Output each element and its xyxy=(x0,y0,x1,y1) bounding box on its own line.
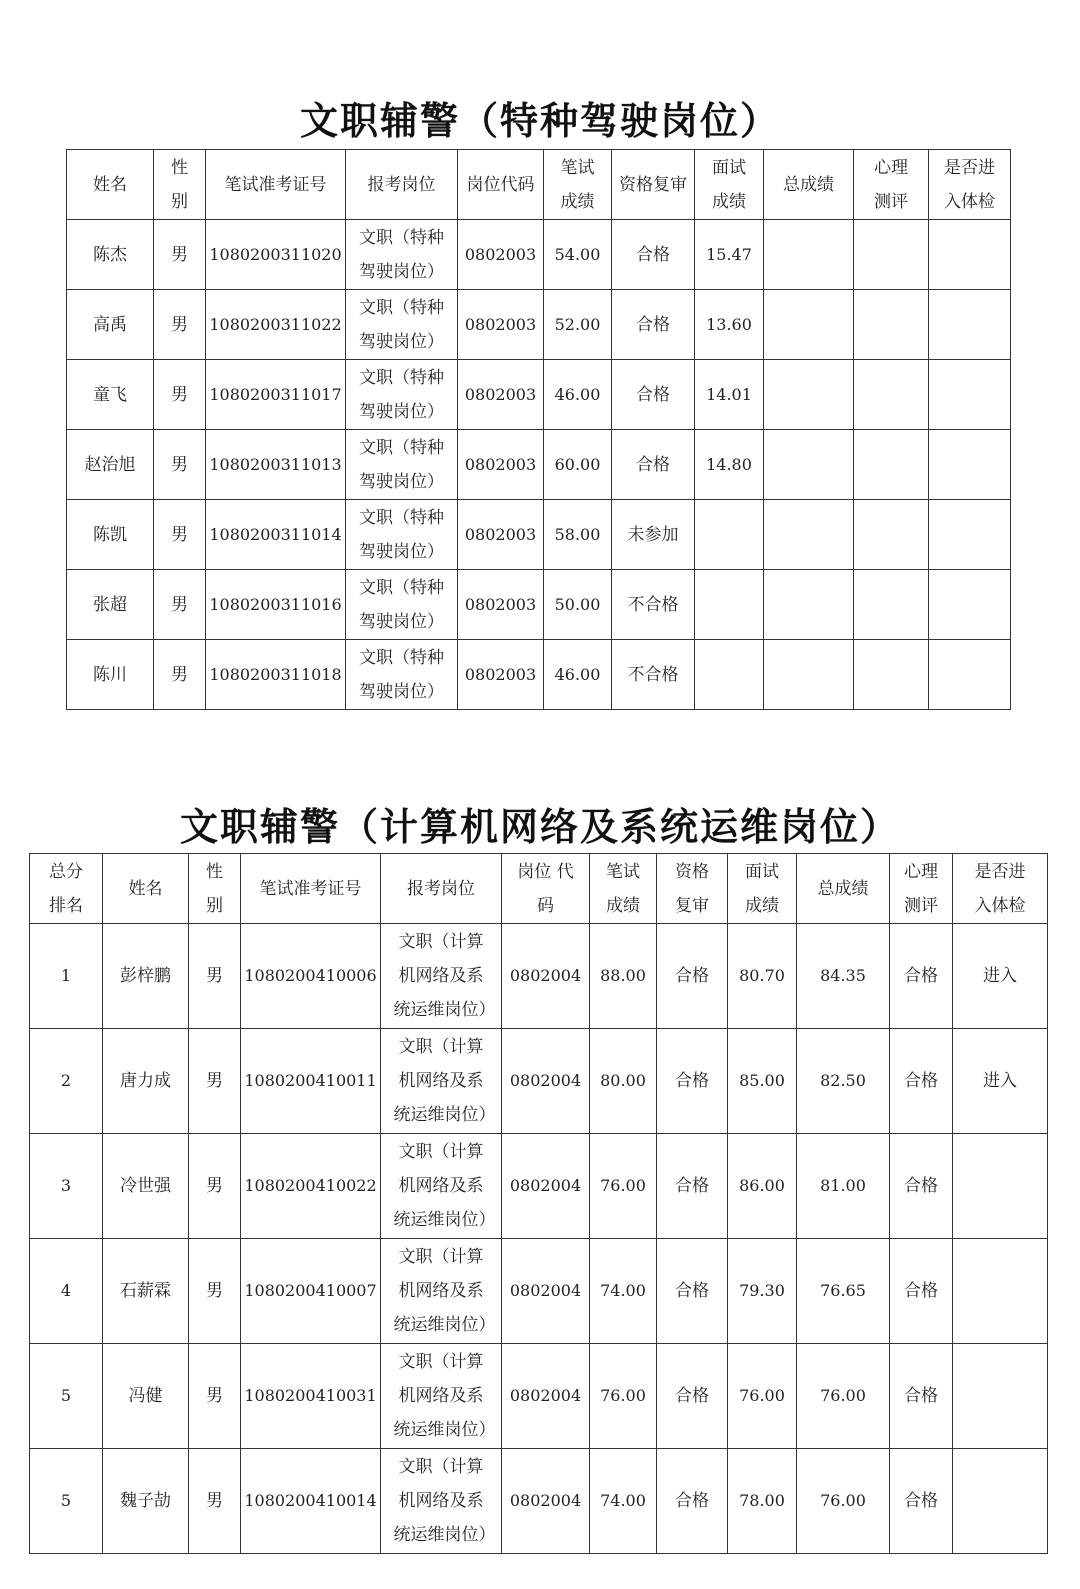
header-cell: 总成绩 xyxy=(797,854,890,924)
gender-cell: 男 xyxy=(189,1449,241,1554)
table-row xyxy=(30,924,1048,1029)
written-score-cell: 74.00 xyxy=(590,1239,657,1344)
psych-eval-cell: 合格 xyxy=(890,1449,953,1554)
name-cell: 陈杰 xyxy=(67,220,154,290)
gender-cell: 男 xyxy=(189,1029,241,1134)
psych-eval-cell: 合格 xyxy=(890,1344,953,1449)
position-code-cell: 0802003 xyxy=(458,500,544,570)
interview-score-cell xyxy=(695,640,764,710)
rank-cell: 4 xyxy=(30,1239,103,1344)
written-score-cell: 54.00 xyxy=(544,220,612,290)
interview-score-cell: 80.70 xyxy=(728,924,797,1029)
psych-eval-cell xyxy=(854,640,929,710)
total-score-cell xyxy=(764,640,854,710)
gender-cell: 男 xyxy=(189,1239,241,1344)
header-cell: 面试成绩 xyxy=(695,150,764,220)
total-score-cell: 76.00 xyxy=(797,1449,890,1554)
header-cell: 岗位 代码 xyxy=(502,854,590,924)
review-cell: 不合格 xyxy=(612,640,695,710)
network-results-table xyxy=(29,853,1048,1554)
table-row xyxy=(67,640,1011,710)
position-cell: 文职（计算机网络及系统运维岗位） xyxy=(381,1134,502,1239)
total-score-cell: 82.50 xyxy=(797,1029,890,1134)
header-cell: 是否进入体检 xyxy=(953,854,1048,924)
header-cell: 心理测评 xyxy=(890,854,953,924)
position-code-cell: 0802003 xyxy=(458,640,544,710)
psych-eval-cell xyxy=(854,500,929,570)
psych-eval-cell xyxy=(854,360,929,430)
gender-cell: 男 xyxy=(154,220,206,290)
table-row xyxy=(67,570,1011,640)
name-cell: 石薪霖 xyxy=(103,1239,189,1344)
gender-cell: 男 xyxy=(154,640,206,710)
name-cell: 冷世强 xyxy=(103,1134,189,1239)
psych-eval-cell xyxy=(854,290,929,360)
physical-exam-cell: 进入 xyxy=(953,1029,1048,1134)
interview-score-cell: 14.01 xyxy=(695,360,764,430)
table-row xyxy=(30,1344,1048,1449)
psych-eval-cell xyxy=(854,430,929,500)
exam-id-cell: 1080200410006 xyxy=(241,924,381,1029)
physical-exam-cell: 进入 xyxy=(953,924,1048,1029)
table-row xyxy=(67,430,1011,500)
header-cell: 资格复审 xyxy=(657,854,728,924)
position-code-cell: 0802004 xyxy=(502,924,590,1029)
interview-score-cell: 76.00 xyxy=(728,1344,797,1449)
position-cell: 文职（特种驾驶岗位） xyxy=(346,640,458,710)
exam-id-cell: 1080200410031 xyxy=(241,1344,381,1449)
exam-id-cell: 1080200410007 xyxy=(241,1239,381,1344)
section2-title: 文职辅警（计算机网络及系统运维岗位） xyxy=(179,804,900,849)
review-cell: 未参加 xyxy=(612,500,695,570)
written-score-cell: 50.00 xyxy=(544,570,612,640)
table-row xyxy=(67,220,1011,290)
header-cell: 性别 xyxy=(189,854,241,924)
name-cell: 张超 xyxy=(67,570,154,640)
name-cell: 唐力成 xyxy=(103,1029,189,1134)
review-cell: 不合格 xyxy=(612,570,695,640)
review-cell: 合格 xyxy=(657,1134,728,1239)
psych-eval-cell: 合格 xyxy=(890,1029,953,1134)
written-score-cell: 74.00 xyxy=(590,1449,657,1554)
interview-score-cell: 15.47 xyxy=(695,220,764,290)
gender-cell: 男 xyxy=(154,290,206,360)
written-score-cell: 80.00 xyxy=(590,1029,657,1134)
position-code-cell: 0802003 xyxy=(458,430,544,500)
exam-id-cell: 1080200410014 xyxy=(241,1449,381,1554)
physical-exam-cell xyxy=(953,1239,1048,1344)
header-cell: 面试成绩 xyxy=(728,854,797,924)
written-score-cell: 76.00 xyxy=(590,1134,657,1239)
header-cell: 性别 xyxy=(154,150,206,220)
header-cell: 岗位代码 xyxy=(458,150,544,220)
review-cell: 合格 xyxy=(657,1239,728,1344)
rank-cell: 5 xyxy=(30,1449,103,1554)
rank-cell: 5 xyxy=(30,1344,103,1449)
position-cell: 文职（计算机网络及系统运维岗位） xyxy=(381,1344,502,1449)
psych-eval-cell xyxy=(854,220,929,290)
exam-id-cell: 1080200311014 xyxy=(206,500,346,570)
total-score-cell xyxy=(764,570,854,640)
header-cell: 报考岗位 xyxy=(346,150,458,220)
position-code-cell: 0802003 xyxy=(458,570,544,640)
interview-score-cell: 86.00 xyxy=(728,1134,797,1239)
gender-cell: 男 xyxy=(189,1134,241,1239)
driving-results-table xyxy=(66,149,1011,710)
review-cell: 合格 xyxy=(657,1449,728,1554)
header-cell: 笔试成绩 xyxy=(590,854,657,924)
gender-cell: 男 xyxy=(154,570,206,640)
name-cell: 彭梓鹏 xyxy=(103,924,189,1029)
rank-cell: 3 xyxy=(30,1134,103,1239)
name-cell: 陈川 xyxy=(67,640,154,710)
position-code-cell: 0802004 xyxy=(502,1239,590,1344)
review-cell: 合格 xyxy=(612,360,695,430)
exam-id-cell: 1080200410011 xyxy=(241,1029,381,1134)
position-code-cell: 0802004 xyxy=(502,1449,590,1554)
review-cell: 合格 xyxy=(657,1029,728,1134)
position-cell: 文职（计算机网络及系统运维岗位） xyxy=(381,1449,502,1554)
physical-exam-cell xyxy=(929,570,1011,640)
total-score-cell: 76.00 xyxy=(797,1344,890,1449)
gender-cell: 男 xyxy=(189,924,241,1029)
header-cell: 总成绩 xyxy=(764,150,854,220)
section1-title: 文职辅警（特种驾驶岗位） xyxy=(299,98,780,143)
name-cell: 童飞 xyxy=(67,360,154,430)
position-cell: 文职（特种驾驶岗位） xyxy=(346,360,458,430)
name-cell: 陈凯 xyxy=(67,500,154,570)
position-code-cell: 0802004 xyxy=(502,1344,590,1449)
exam-id-cell: 1080200311018 xyxy=(206,640,346,710)
header-cell: 笔试成绩 xyxy=(544,150,612,220)
header-cell: 总分排名 xyxy=(30,854,103,924)
position-cell: 文职（特种驾驶岗位） xyxy=(346,570,458,640)
table-row xyxy=(30,1029,1048,1134)
review-cell: 合格 xyxy=(612,290,695,360)
name-cell: 冯健 xyxy=(103,1344,189,1449)
psych-eval-cell: 合格 xyxy=(890,1239,953,1344)
header-cell: 是否进入体检 xyxy=(929,150,1011,220)
physical-exam-cell xyxy=(953,1344,1048,1449)
interview-score-cell xyxy=(695,570,764,640)
written-score-cell: 88.00 xyxy=(590,924,657,1029)
header-cell: 笔试准考证号 xyxy=(206,150,346,220)
position-code-cell: 0802004 xyxy=(502,1029,590,1134)
exam-id-cell: 1080200311013 xyxy=(206,430,346,500)
review-cell: 合格 xyxy=(657,1344,728,1449)
interview-score-cell: 85.00 xyxy=(728,1029,797,1134)
position-cell: 文职（特种驾驶岗位） xyxy=(346,220,458,290)
physical-exam-cell xyxy=(929,640,1011,710)
header-cell: 姓名 xyxy=(103,854,189,924)
total-score-cell xyxy=(764,430,854,500)
exam-id-cell: 1080200311017 xyxy=(206,360,346,430)
total-score-cell: 81.00 xyxy=(797,1134,890,1239)
total-score-cell xyxy=(764,290,854,360)
position-code-cell: 0802004 xyxy=(502,1134,590,1239)
table-row xyxy=(30,1134,1048,1239)
position-cell: 文职（计算机网络及系统运维岗位） xyxy=(381,1239,502,1344)
total-score-cell xyxy=(764,500,854,570)
name-cell: 赵治旭 xyxy=(67,430,154,500)
total-score-cell xyxy=(764,360,854,430)
physical-exam-cell xyxy=(953,1449,1048,1554)
position-cell: 文职（特种驾驶岗位） xyxy=(346,500,458,570)
table-row xyxy=(67,360,1011,430)
written-score-cell: 46.00 xyxy=(544,360,612,430)
physical-exam-cell xyxy=(929,290,1011,360)
review-cell: 合格 xyxy=(657,924,728,1029)
position-cell: 文职（特种驾驶岗位） xyxy=(346,290,458,360)
position-cell: 文职（计算机网络及系统运维岗位） xyxy=(381,1029,502,1134)
written-score-cell: 76.00 xyxy=(590,1344,657,1449)
position-code-cell: 0802003 xyxy=(458,220,544,290)
physical-exam-cell xyxy=(929,360,1011,430)
exam-id-cell: 1080200410022 xyxy=(241,1134,381,1239)
table-row xyxy=(67,290,1011,360)
review-cell: 合格 xyxy=(612,430,695,500)
written-score-cell: 46.00 xyxy=(544,640,612,710)
written-score-cell: 52.00 xyxy=(544,290,612,360)
psych-eval-cell: 合格 xyxy=(890,924,953,1029)
physical-exam-cell xyxy=(929,220,1011,290)
physical-exam-cell xyxy=(929,500,1011,570)
name-cell: 魏子劼 xyxy=(103,1449,189,1554)
interview-score-cell: 79.30 xyxy=(728,1239,797,1344)
position-cell: 文职（特种驾驶岗位） xyxy=(346,430,458,500)
total-score-cell: 84.35 xyxy=(797,924,890,1029)
rank-cell: 2 xyxy=(30,1029,103,1134)
header-cell: 笔试准考证号 xyxy=(241,854,381,924)
written-score-cell: 60.00 xyxy=(544,430,612,500)
header-cell: 报考岗位 xyxy=(381,854,502,924)
exam-id-cell: 1080200311016 xyxy=(206,570,346,640)
gender-cell: 男 xyxy=(154,360,206,430)
table-row xyxy=(30,1239,1048,1344)
table-header-row xyxy=(67,150,1011,220)
interview-score-cell xyxy=(695,500,764,570)
table-header-row xyxy=(30,854,1048,924)
header-cell: 姓名 xyxy=(67,150,154,220)
table-row xyxy=(67,500,1011,570)
table-row xyxy=(30,1449,1048,1554)
psych-eval-cell xyxy=(854,570,929,640)
written-score-cell: 58.00 xyxy=(544,500,612,570)
gender-cell: 男 xyxy=(189,1344,241,1449)
total-score-cell xyxy=(764,220,854,290)
interview-score-cell: 14.80 xyxy=(695,430,764,500)
exam-id-cell: 1080200311020 xyxy=(206,220,346,290)
total-score-cell: 76.65 xyxy=(797,1239,890,1344)
exam-id-cell: 1080200311022 xyxy=(206,290,346,360)
position-code-cell: 0802003 xyxy=(458,360,544,430)
physical-exam-cell xyxy=(929,430,1011,500)
psych-eval-cell: 合格 xyxy=(890,1134,953,1239)
position-cell: 文职（计算机网络及系统运维岗位） xyxy=(381,924,502,1029)
interview-score-cell: 13.60 xyxy=(695,290,764,360)
physical-exam-cell xyxy=(953,1134,1048,1239)
interview-score-cell: 78.00 xyxy=(728,1449,797,1554)
header-cell: 资格复审 xyxy=(612,150,695,220)
gender-cell: 男 xyxy=(154,430,206,500)
gender-cell: 男 xyxy=(154,500,206,570)
review-cell: 合格 xyxy=(612,220,695,290)
position-code-cell: 0802003 xyxy=(458,290,544,360)
rank-cell: 1 xyxy=(30,924,103,1029)
name-cell: 高禹 xyxy=(67,290,154,360)
header-cell: 心理测评 xyxy=(854,150,929,220)
